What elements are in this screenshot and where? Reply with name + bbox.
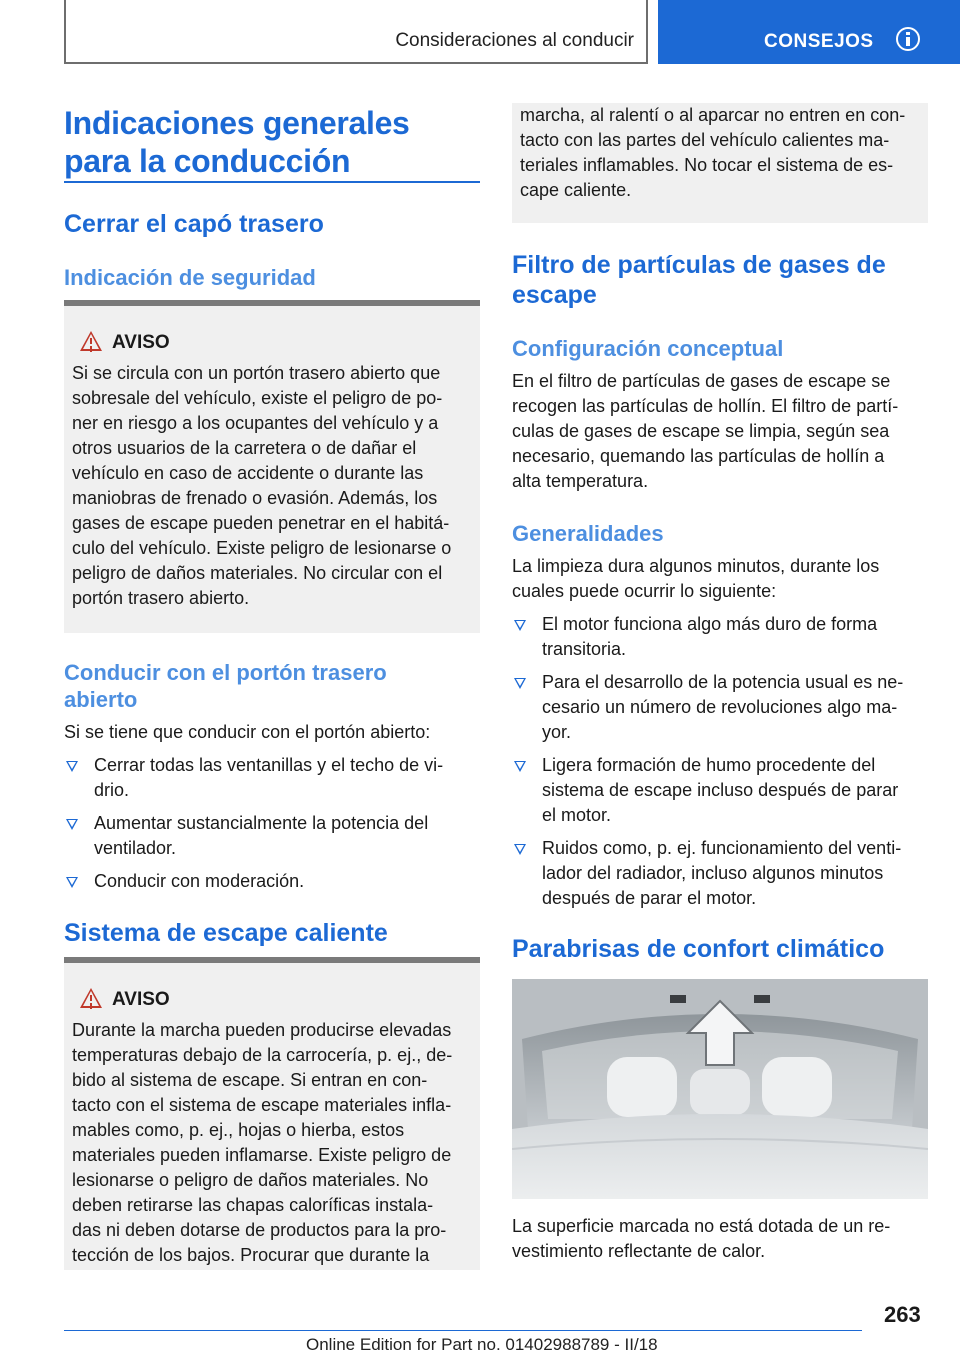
text-line: Ruidos como, p. ej. funcionamiento del venti- [542, 838, 902, 858]
text-line: Si se circula con un portón trasero abierto que [72, 363, 441, 383]
text-line: ventilador. [94, 838, 177, 858]
text-line: La limpieza dura algunos minutos, durante los [512, 556, 880, 576]
text-line: cape caliente. [520, 180, 632, 200]
text-line: cesario un número de revoluciones algo ma- [542, 697, 898, 717]
text-line: drio. [94, 780, 130, 800]
text-line: transitoria. [542, 639, 627, 659]
warning-box-continued [512, 103, 928, 223]
warning-box-exhaust [64, 957, 480, 1270]
bullet-triangle-icon [514, 844, 526, 855]
heading-drive-open [64, 659, 387, 713]
windshield-illustration [512, 979, 928, 1199]
heading-exhaust: Sistema de escape caliente [64, 919, 388, 947]
footer-rule [64, 1330, 862, 1331]
concept-text [512, 369, 928, 494]
text-line: después de parar el motor. [542, 888, 757, 908]
text-line: peligro de daños materiales. No circular con el [72, 563, 443, 583]
text-line: En el filtro de partículas de gases de escape se [512, 371, 891, 391]
warning-triangle-icon [80, 988, 102, 1008]
text-line: el motor. [542, 805, 612, 825]
text-line: mables como, p. ej., hojas o hierba, estos [72, 1120, 405, 1140]
text-line: culas de gases de escape se limpia, según sea [512, 421, 890, 441]
text-line: lesionarse o peligro de daños materiales. No [72, 1170, 429, 1190]
text-line: recogen las partículas de hollín. El filtro de partí- [512, 396, 899, 416]
heading-safety: Indicación de seguridad [64, 265, 316, 290]
list-item [64, 811, 480, 861]
section-title: Consideraciones al conducir [395, 30, 634, 51]
text-line: tección de los bajos. Procurar que durante la [72, 1245, 430, 1265]
heading-general: Generalidades [512, 521, 664, 546]
bullet-triangle-icon [66, 761, 78, 772]
text-line: Ligera formación de humo procedente del [542, 755, 876, 775]
text-line: temperaturas debajo de la carrocería, p. ej., de- [72, 1045, 453, 1065]
general-intro [512, 554, 928, 604]
page-number: 263 [884, 1302, 921, 1327]
heading-rule [64, 181, 480, 183]
warning-text [520, 103, 905, 203]
text-line: Cerrar todas las ventanillas y el techo de vi- [94, 755, 444, 775]
drive-list [64, 753, 480, 902]
warning-box-hood [64, 300, 480, 633]
header-frame [64, 0, 648, 64]
text-line: teriales inflamables. No tocar el sistema de es- [520, 155, 894, 175]
text-line: sobresale del vehículo, existe el peligro de po- [72, 388, 443, 408]
heading-line: escape [512, 281, 597, 309]
text-line: portón trasero abierto. [72, 588, 250, 608]
text-line: alta temperatura. [512, 471, 649, 491]
text-line: ner en riesgo a los ocupantes del vehículo y a [72, 413, 439, 433]
drive-intro: Si se tiene que conducir con el portón abierto: [64, 722, 431, 742]
page-heading-line: Indicaciones generales [64, 105, 410, 141]
general-list [512, 612, 928, 919]
image-caption [512, 1214, 928, 1264]
heading-hood: Cerrar el capó trasero [64, 210, 324, 238]
car-interior-image [512, 979, 928, 1199]
page-heading [64, 104, 410, 180]
edition-text: Online Edition for Part no. 01402988789 - II/18 [306, 1335, 658, 1354]
text-line: Para el desarrollo de la potencia usual es ne- [542, 672, 904, 692]
heading-line: Conducir con el portón trasero [64, 660, 387, 685]
bullet-triangle-icon [514, 761, 526, 772]
text-line: El motor funciona algo más duro de forma [542, 614, 878, 634]
tab-consejos[interactable] [658, 0, 960, 64]
warning-label: AVISO [112, 989, 170, 1010]
bullet-triangle-icon [66, 819, 78, 830]
heading-filter [512, 250, 886, 310]
text-line: Aumentar sustancialmente la potencia del [94, 813, 429, 833]
tab-label: CONSEJOS [764, 31, 874, 52]
heading-windshield: Parabrisas de confort climático [512, 935, 885, 963]
text-line: gases de escape pueden penetrar en el habitá- [72, 513, 450, 533]
text-line: tacto con el sistema de escape materiales infla- [72, 1095, 452, 1115]
text-line: Durante la marcha pueden producirse elevadas [72, 1020, 452, 1040]
heading-line: abierto [64, 687, 138, 712]
warning-text [72, 361, 474, 611]
text-line: yor. [542, 722, 572, 742]
info-icon [896, 27, 920, 51]
text-line: Conducir con moderación. [94, 871, 305, 891]
heading-concept: Configuración conceptual [512, 336, 784, 361]
text-line: sistema de escape incluso después de parar [542, 780, 899, 800]
page-heading-line: para la conducción [64, 143, 351, 179]
text-line: vestimiento reflectante de calor. [512, 1241, 766, 1261]
warning-triangle-icon [80, 331, 102, 351]
text-line: cuales puede ocurrir lo siguiente: [512, 581, 777, 601]
text-line: deben retirarse las chapas caloríficas instala- [72, 1195, 434, 1215]
list-item [64, 869, 480, 894]
text-line: La superficie marcada no está dotada de un re- [512, 1216, 891, 1236]
bullet-triangle-icon [514, 678, 526, 689]
list-item [512, 612, 928, 662]
bullet-triangle-icon [66, 877, 78, 888]
warning-label: AVISO [112, 332, 170, 353]
text-line: tacto con las partes del vehículo calientes ma- [520, 130, 890, 150]
text-line: lador del radiador, incluso algunos minutos [542, 863, 884, 883]
text-line: necesario, quemando las partículas de hollín a [512, 446, 885, 466]
text-line: bido al sistema de escape. Si entran en con- [72, 1070, 428, 1090]
text-line: otros usuarios de la carretera o de dañar el [72, 438, 417, 458]
list-item [512, 836, 928, 911]
text-line: culo del vehículo. Existe peligro de lesionarse o [72, 538, 452, 558]
warning-text [72, 1018, 474, 1268]
warning-header [72, 330, 474, 357]
text-line: das ni deben dotarse de productos para la pro- [72, 1220, 447, 1240]
text-line: maniobras de frenado o evasión. Además, los [72, 488, 438, 508]
list-item [512, 753, 928, 828]
warning-header [72, 987, 474, 1014]
heading-line: Filtro de partículas de gases de [512, 251, 886, 279]
text-line: marcha, al ralentí o al aparcar no entren en con- [520, 105, 906, 125]
text-line: vehículo en caso de accidente o durante las [72, 463, 424, 483]
bullet-triangle-icon [514, 620, 526, 631]
list-item [64, 753, 480, 803]
list-item [512, 670, 928, 745]
text-line: materiales pueden inflamarse. Existe peligro de [72, 1145, 452, 1165]
